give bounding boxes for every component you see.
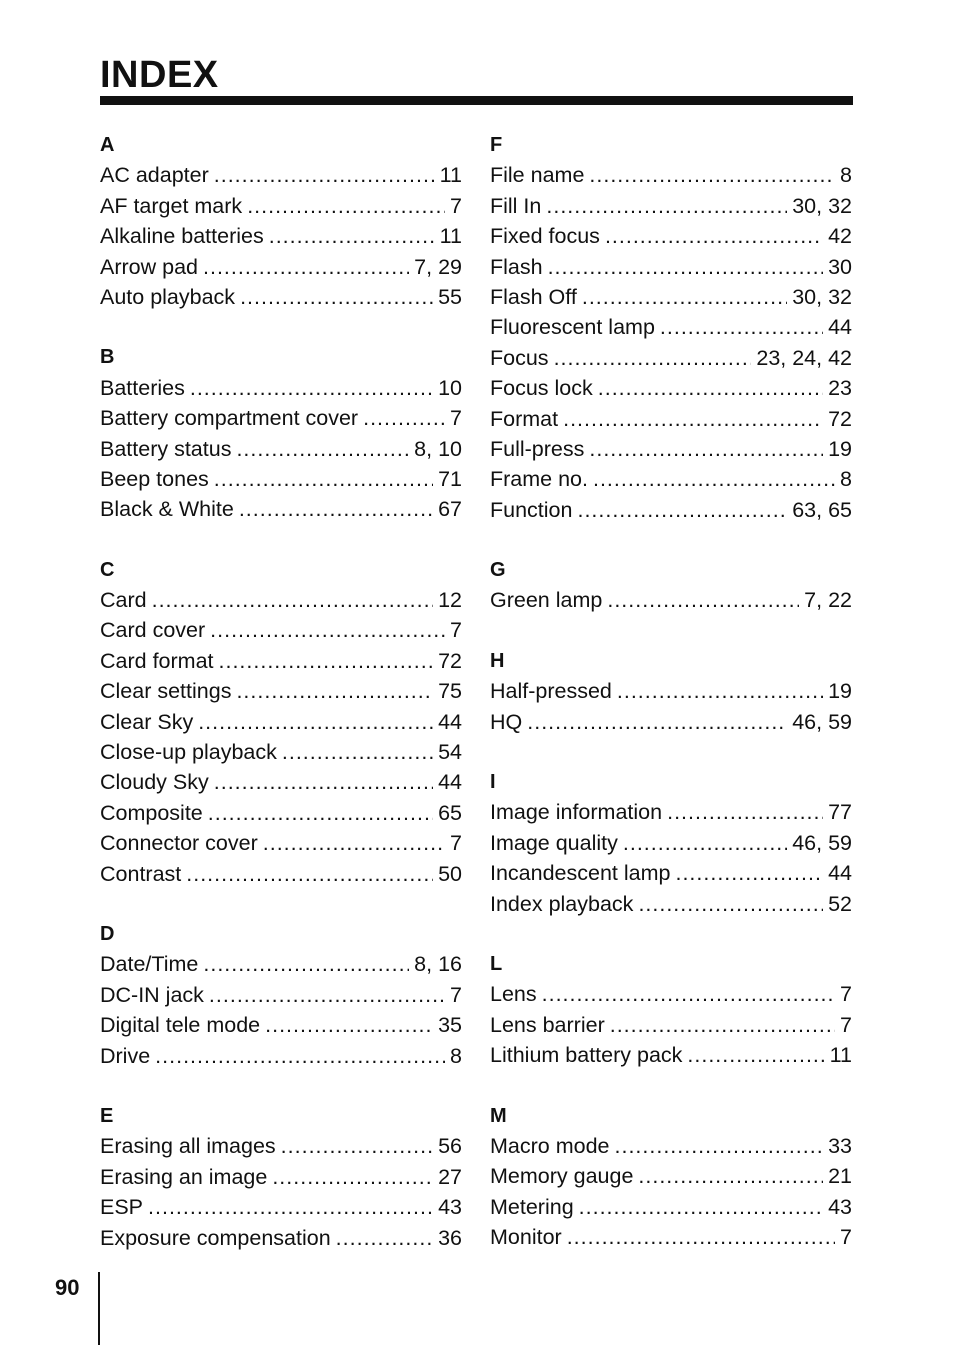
section-letter: E — [100, 1104, 114, 1127]
entry-pages: 44 — [828, 315, 852, 340]
index-entry — [490, 979, 852, 1009]
dot-leader — [675, 858, 823, 888]
entry-term: Exposure compensation — [100, 1225, 331, 1250]
dot-leader — [208, 798, 433, 828]
index-entry — [100, 828, 462, 858]
entry-term: Focus lock — [490, 376, 593, 401]
section-letter: F — [490, 134, 503, 156]
dot-leader — [236, 434, 409, 464]
entry-term: Connector cover — [100, 831, 258, 856]
index-section-d — [100, 919, 462, 1071]
index-entry — [100, 1192, 462, 1222]
entry-pages: 7 — [450, 193, 462, 218]
entry-pages: 72 — [438, 648, 462, 673]
index-entry — [100, 221, 462, 251]
entry-pages: 11 — [439, 163, 462, 188]
dot-leader — [282, 737, 433, 767]
dot-leader — [203, 252, 409, 282]
dot-leader — [593, 464, 835, 494]
section-letter: H — [490, 649, 505, 672]
entry-pages: 21 — [828, 1164, 852, 1189]
page-number-rule — [98, 1272, 100, 1345]
index-entry — [490, 343, 852, 373]
index-entry — [490, 160, 852, 190]
entry-term: Card — [100, 588, 147, 613]
index-column-right — [490, 130, 852, 1283]
index-entry — [490, 495, 852, 525]
dot-leader — [203, 949, 409, 979]
entry-term: Incandescent lamp — [490, 861, 671, 886]
entry-term: Cloudy Sky — [100, 770, 209, 795]
entry-term: DC-IN jack — [100, 982, 204, 1007]
index-entry — [100, 767, 462, 797]
entry-term: Beep tones — [100, 466, 209, 491]
index-entry — [490, 828, 852, 858]
entry-pages: 8 — [450, 1043, 462, 1068]
index-entry — [100, 464, 462, 494]
section-letter: L — [490, 952, 503, 975]
dot-leader — [605, 221, 823, 251]
index-entry — [100, 403, 462, 433]
index-entry — [490, 282, 852, 312]
index-entry — [490, 434, 852, 464]
entry-pages: 7 — [450, 982, 462, 1007]
entry-pages: 8, 16 — [414, 952, 462, 977]
entry-pages: 65 — [438, 800, 462, 825]
entry-pages: 11 — [439, 224, 462, 249]
index-section-a — [100, 130, 462, 312]
entry-pages: 33 — [828, 1133, 852, 1158]
entry-pages: 42 — [828, 224, 852, 249]
dot-leader — [269, 221, 435, 251]
entry-pages: 12 — [438, 588, 462, 613]
index-entry — [100, 646, 462, 676]
dot-leader — [589, 160, 835, 190]
page-number: 90 — [55, 1275, 80, 1300]
dot-leader — [186, 859, 433, 889]
entry-term: ESP — [100, 1195, 144, 1220]
entry-pages: 7, 29 — [414, 254, 462, 279]
index-entry — [490, 221, 852, 251]
entry-term: Index playback — [490, 891, 634, 916]
entry-pages: 35 — [438, 1013, 462, 1038]
index-entry — [100, 707, 462, 737]
entry-pages: 7 — [840, 982, 852, 1007]
dot-leader — [152, 585, 433, 615]
index-entry — [100, 798, 462, 828]
index-entry — [100, 1131, 462, 1161]
entry-term: AC adapter — [100, 163, 209, 188]
entry-pages: 7 — [450, 406, 462, 431]
dot-leader — [190, 373, 433, 403]
entry-pages: 11 — [829, 1043, 852, 1068]
entry-pages: 44 — [438, 770, 462, 795]
entry-term: Function — [490, 497, 573, 522]
dot-leader — [563, 404, 823, 434]
entry-pages: 30 — [828, 254, 852, 279]
dot-leader — [336, 1223, 433, 1253]
entry-term: Auto playback — [100, 284, 236, 309]
index-entry — [100, 252, 462, 282]
section-letter: G — [490, 559, 506, 582]
entry-term: Flash — [490, 254, 543, 279]
dot-leader — [247, 191, 445, 221]
entry-pages: 54 — [438, 740, 462, 765]
entry-term: Batteries — [100, 375, 185, 400]
entry-term: Full-press — [490, 436, 585, 461]
entry-pages: 46, 59 — [792, 830, 852, 855]
index-column-left — [100, 130, 462, 1283]
dot-leader — [598, 373, 823, 403]
dot-leader — [281, 1131, 433, 1161]
dot-leader — [660, 312, 823, 342]
entry-term: Close-up playback — [100, 740, 277, 765]
entry-term: Fill In — [490, 193, 542, 218]
dot-leader — [617, 676, 823, 706]
dot-leader — [263, 828, 445, 858]
dot-leader — [579, 1192, 823, 1222]
index-entry — [490, 1040, 852, 1070]
entry-term: Memory gauge — [490, 1164, 634, 1189]
dot-leader — [610, 1010, 835, 1040]
entry-pages: 19 — [828, 679, 852, 704]
entry-term: Image information — [490, 800, 663, 825]
index-entry — [100, 615, 462, 645]
index-entry — [100, 1223, 462, 1253]
entry-term: Lens — [490, 982, 537, 1007]
dot-leader — [589, 434, 823, 464]
entry-pages: 63, 65 — [792, 497, 852, 522]
dot-leader — [527, 707, 787, 737]
entry-term: Alkaline batteries — [100, 224, 264, 249]
dot-leader — [214, 464, 433, 494]
index-section-g — [490, 555, 852, 616]
entry-term: Erasing all images — [100, 1134, 276, 1159]
index-entry — [100, 1041, 462, 1071]
entry-pages: 7 — [840, 1012, 852, 1037]
entry-term: Half-pressed — [490, 679, 612, 704]
entry-pages: 7 — [450, 831, 462, 856]
entry-pages: 23, 24, 42 — [756, 345, 852, 370]
index-entry — [100, 282, 462, 312]
entry-pages: 43 — [828, 1194, 852, 1219]
index-section-c — [100, 555, 462, 889]
dot-leader — [198, 707, 433, 737]
dot-leader — [577, 495, 787, 525]
dot-leader — [265, 1010, 433, 1040]
dot-leader — [214, 767, 433, 797]
section-letter: B — [100, 346, 115, 369]
entry-pages: 7, 22 — [804, 588, 852, 613]
entry-pages: 23 — [828, 376, 852, 401]
entry-term: Monitor — [490, 1225, 562, 1250]
index-entry — [490, 1161, 852, 1191]
dot-leader — [148, 1192, 433, 1222]
index-entry — [100, 191, 462, 221]
section-letter: D — [100, 922, 115, 945]
dot-leader — [542, 979, 835, 1009]
entry-pages: 7 — [450, 618, 462, 643]
index-section-f — [490, 130, 852, 525]
entry-term: Image quality — [490, 830, 618, 855]
dot-leader — [687, 1040, 824, 1070]
index-section-h — [490, 646, 852, 737]
entry-pages: 27 — [438, 1164, 462, 1189]
entry-term: Green lamp — [490, 588, 603, 613]
entry-term: Card format — [100, 648, 214, 673]
index-section-b — [100, 342, 462, 524]
entry-pages: 8 — [840, 163, 852, 188]
section-letter: M — [490, 1104, 507, 1127]
entry-pages: 71 — [438, 466, 462, 491]
entry-pages: 44 — [438, 709, 462, 734]
index-entry — [490, 676, 852, 706]
entry-term: Fixed focus — [490, 224, 600, 249]
entry-term: HQ — [490, 709, 523, 734]
entry-term: Composite — [100, 800, 203, 825]
entry-term: Black & White — [100, 497, 234, 522]
dot-leader — [667, 797, 823, 827]
entry-term: AF target mark — [100, 193, 243, 218]
dot-leader — [623, 828, 787, 858]
dot-leader — [239, 494, 433, 524]
index-entry — [490, 707, 852, 737]
index-entry — [490, 404, 852, 434]
entry-term: Metering — [490, 1194, 574, 1219]
index-entry — [490, 191, 852, 221]
entry-pages: 10 — [438, 375, 462, 400]
index-entry — [100, 676, 462, 706]
dot-leader — [638, 1161, 823, 1191]
index-entry — [100, 949, 462, 979]
page-title: INDEX — [100, 54, 219, 96]
index-entry — [100, 494, 462, 524]
entry-pages: 8, 10 — [414, 436, 462, 461]
entry-term: Lens barrier — [490, 1012, 605, 1037]
dot-leader — [155, 1041, 445, 1071]
index-entry — [100, 737, 462, 767]
dot-leader — [615, 1131, 824, 1161]
entry-term: Lithium battery pack — [490, 1043, 683, 1068]
entry-pages: 72 — [828, 406, 852, 431]
entry-term: Flash Off — [490, 284, 577, 309]
entry-term: Drive — [100, 1043, 151, 1068]
entry-term: Battery status — [100, 436, 232, 461]
dot-leader — [236, 676, 433, 706]
index-entry — [490, 797, 852, 827]
entry-term: Macro mode — [490, 1133, 610, 1158]
entry-term: Clear settings — [100, 679, 232, 704]
index-entry — [490, 373, 852, 403]
dot-leader — [214, 160, 435, 190]
index-entry — [100, 373, 462, 403]
dot-leader — [210, 615, 445, 645]
entry-term: Fluorescent lamp — [490, 315, 655, 340]
entry-term: Contrast — [100, 861, 182, 886]
entry-pages: 55 — [438, 284, 462, 309]
dot-leader — [607, 585, 799, 615]
dot-leader — [546, 191, 787, 221]
dot-leader — [219, 646, 434, 676]
entry-pages: 50 — [438, 861, 462, 886]
index-entry — [490, 858, 852, 888]
dot-leader — [582, 282, 787, 312]
index-section-l — [490, 949, 852, 1071]
entry-pages: 56 — [438, 1134, 462, 1159]
index-entry — [100, 980, 462, 1010]
index-section-e — [100, 1101, 462, 1253]
index-entry — [490, 464, 852, 494]
index-entry — [490, 585, 852, 615]
entry-pages: 43 — [438, 1195, 462, 1220]
entry-term: Clear Sky — [100, 709, 194, 734]
section-letter: I — [490, 771, 496, 794]
entry-pages: 75 — [438, 679, 462, 704]
entry-pages: 8 — [840, 467, 852, 492]
entry-pages: 52 — [828, 891, 852, 916]
index-entry — [100, 1162, 462, 1192]
index-section-i — [490, 767, 852, 919]
entry-term: Card cover — [100, 618, 206, 643]
index-entry — [490, 252, 852, 282]
entry-pages: 30, 32 — [792, 193, 852, 218]
index-section-m — [490, 1101, 852, 1253]
entry-pages: 67 — [438, 497, 462, 522]
index-entry — [490, 889, 852, 919]
entry-term: Erasing an image — [100, 1164, 268, 1189]
dot-leader — [554, 343, 752, 373]
index-entry — [100, 859, 462, 889]
index-entry — [100, 160, 462, 190]
index-entry — [490, 1192, 852, 1222]
entry-pages: 46, 59 — [792, 709, 852, 734]
entry-pages: 77 — [828, 800, 852, 825]
index-entry — [490, 312, 852, 342]
entry-term: Arrow pad — [100, 254, 198, 279]
entry-term: Date/Time — [100, 952, 199, 977]
dot-leader — [638, 889, 823, 919]
entry-term: Focus — [490, 345, 549, 370]
index-entry — [100, 434, 462, 464]
entry-pages: 44 — [828, 861, 852, 886]
title-rule — [100, 96, 853, 105]
index-entry — [490, 1131, 852, 1161]
dot-leader — [240, 282, 433, 312]
entry-pages: 30, 32 — [792, 284, 852, 309]
entry-term: Format — [490, 406, 559, 431]
entry-pages: 7 — [840, 1225, 852, 1250]
dot-leader — [548, 252, 824, 282]
index-entry — [490, 1222, 852, 1252]
dot-leader — [209, 980, 445, 1010]
entry-pages: 19 — [828, 436, 852, 461]
entry-term: Digital tele mode — [100, 1013, 261, 1038]
section-letter: C — [100, 558, 115, 581]
index-entry — [100, 1010, 462, 1040]
entry-term: File name — [490, 163, 585, 188]
entry-term: Frame no. — [490, 467, 588, 492]
dot-leader — [272, 1162, 433, 1192]
index-entry — [490, 1010, 852, 1040]
dot-leader — [363, 403, 445, 433]
section-letter: A — [100, 134, 115, 156]
entry-term: Battery compartment cover — [100, 406, 359, 431]
dot-leader — [567, 1222, 835, 1252]
entry-pages: 36 — [438, 1225, 462, 1250]
index-entry — [100, 585, 462, 615]
